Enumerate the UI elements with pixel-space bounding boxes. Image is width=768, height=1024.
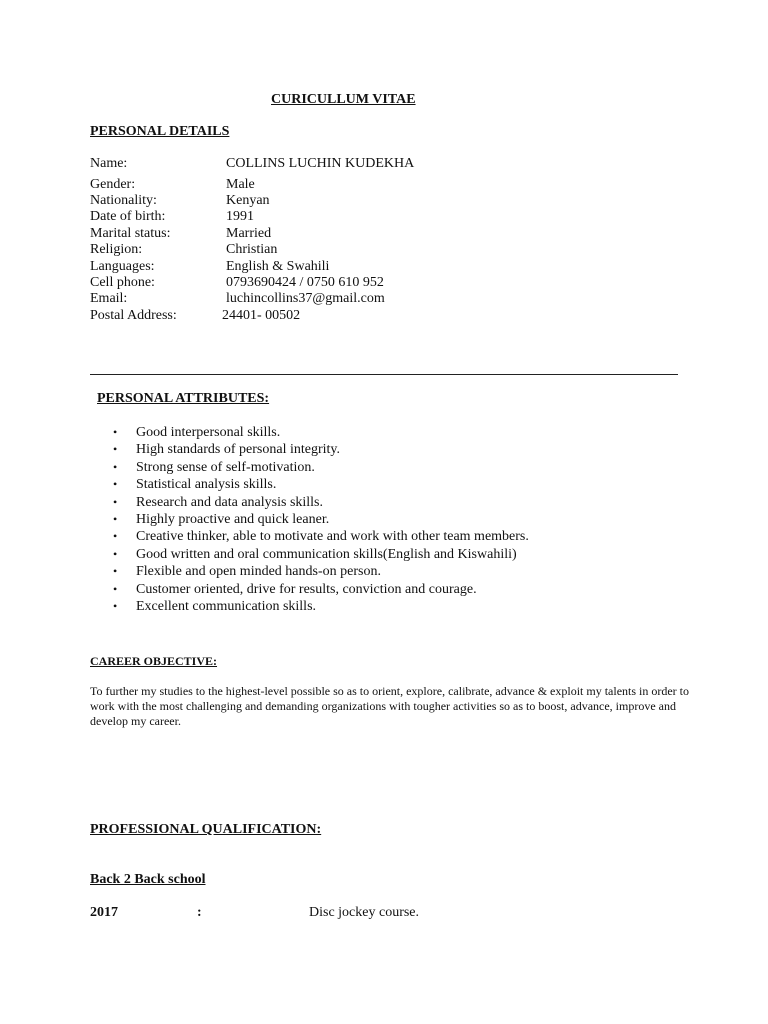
detail-value-name: COLLINS LUCHIN KUDEKHA (226, 156, 415, 171)
detail-value-dob: 1991 (226, 209, 254, 224)
list-item (90, 441, 529, 458)
attribute-text: Strong sense of self-motivation. (136, 459, 315, 475)
bullet-icon: • (113, 581, 118, 596)
detail-value-email: luchincollins37@gmail.com (226, 291, 385, 306)
list-item (90, 546, 529, 563)
career-objective-heading: CAREER OBJECTIVE: (90, 654, 218, 668)
qualification-course: Disc jockey course. (309, 905, 420, 920)
attribute-text: Good interpersonal skills. (136, 425, 281, 440)
list-item (90, 528, 529, 545)
detail-value-gender: Male (226, 177, 255, 192)
personal-details-heading: PERSONAL DETAILS (90, 124, 230, 139)
bullet-icon: • (113, 459, 118, 474)
institution-heading: Back 2 Back school (90, 872, 206, 887)
detail-value-nationality: Kenyan (226, 193, 270, 208)
attribute-text: Research and data analysis skills. (136, 494, 324, 510)
bullet-icon: • (113, 511, 118, 526)
cv-title: CURICULLUM VITAE (271, 92, 416, 107)
list-item (90, 581, 529, 598)
attribute-text: Flexible and open minded hands-on person. (136, 564, 381, 580)
list-item (90, 511, 529, 528)
attribute-text: Creative thinker, able to motivate and work with other team members. (136, 529, 529, 545)
detail-label-phone: Cell phone: (90, 275, 155, 290)
detail-value-postal: 24401- 00502 (222, 308, 301, 323)
qualification-year: 2017 (90, 905, 118, 920)
attribute-text: Customer oriented, drive for results, conviction and courage. (136, 581, 477, 597)
personal-attributes-list (90, 424, 529, 615)
bullet-icon: • (113, 477, 118, 492)
section-divider (90, 374, 678, 375)
detail-label-dob: Date of birth: (90, 209, 166, 224)
list-item (90, 476, 529, 493)
bullet-icon: • (113, 425, 118, 439)
list-item (90, 494, 529, 511)
list-item (90, 459, 529, 476)
detail-value-languages: English & Swahili (226, 259, 330, 274)
detail-label-nationality: Nationality: (90, 193, 157, 208)
bullet-icon: • (113, 529, 118, 544)
bullet-icon: • (113, 546, 118, 561)
bullet-icon: • (113, 598, 118, 613)
detail-label-name: Name: (90, 156, 128, 171)
personal-attributes-heading: PERSONAL ATTRIBUTES: (97, 391, 270, 406)
attribute-text: Excellent communication skills. (136, 598, 317, 614)
attribute-text: Highly proactive and quick leaner. (136, 511, 330, 527)
list-item (90, 563, 529, 580)
detail-label-gender: Gender: (90, 177, 136, 192)
list-item (90, 598, 529, 615)
detail-label-postal: Postal Address: (90, 308, 177, 323)
professional-qualification-heading: PROFESSIONAL QUALIFICATION: (90, 822, 322, 837)
detail-label-marital: Marital status: (90, 226, 171, 241)
detail-value-marital: Married (226, 226, 272, 241)
career-objective-text: To further my studies to the highest-level possible so as to orient, explore, calibrate, advance & exploit my talents in order to work with the most challenging and demanding organizations with tougher activities so as to boost, advance, improve and develop my career. (90, 684, 690, 728)
detail-label-languages: Languages: (90, 259, 155, 274)
detail-value-religion: Christian (226, 242, 278, 257)
attribute-text: Statistical analysis skills. (136, 477, 277, 493)
bullet-icon: • (113, 442, 118, 457)
attribute-text: High standards of personal integrity. (136, 442, 340, 458)
detail-label-email: Email: (90, 291, 128, 306)
attribute-text: Good written and oral communication skills(English and Kiswahili) (136, 546, 517, 562)
bullet-icon: • (113, 494, 118, 509)
detail-value-phone: 0793690424 / 0750 610 952 (226, 275, 384, 290)
detail-label-religion: Religion: (90, 242, 143, 257)
bullet-icon: • (113, 564, 118, 579)
list-item (90, 424, 529, 441)
qualification-separator: : (197, 905, 202, 920)
